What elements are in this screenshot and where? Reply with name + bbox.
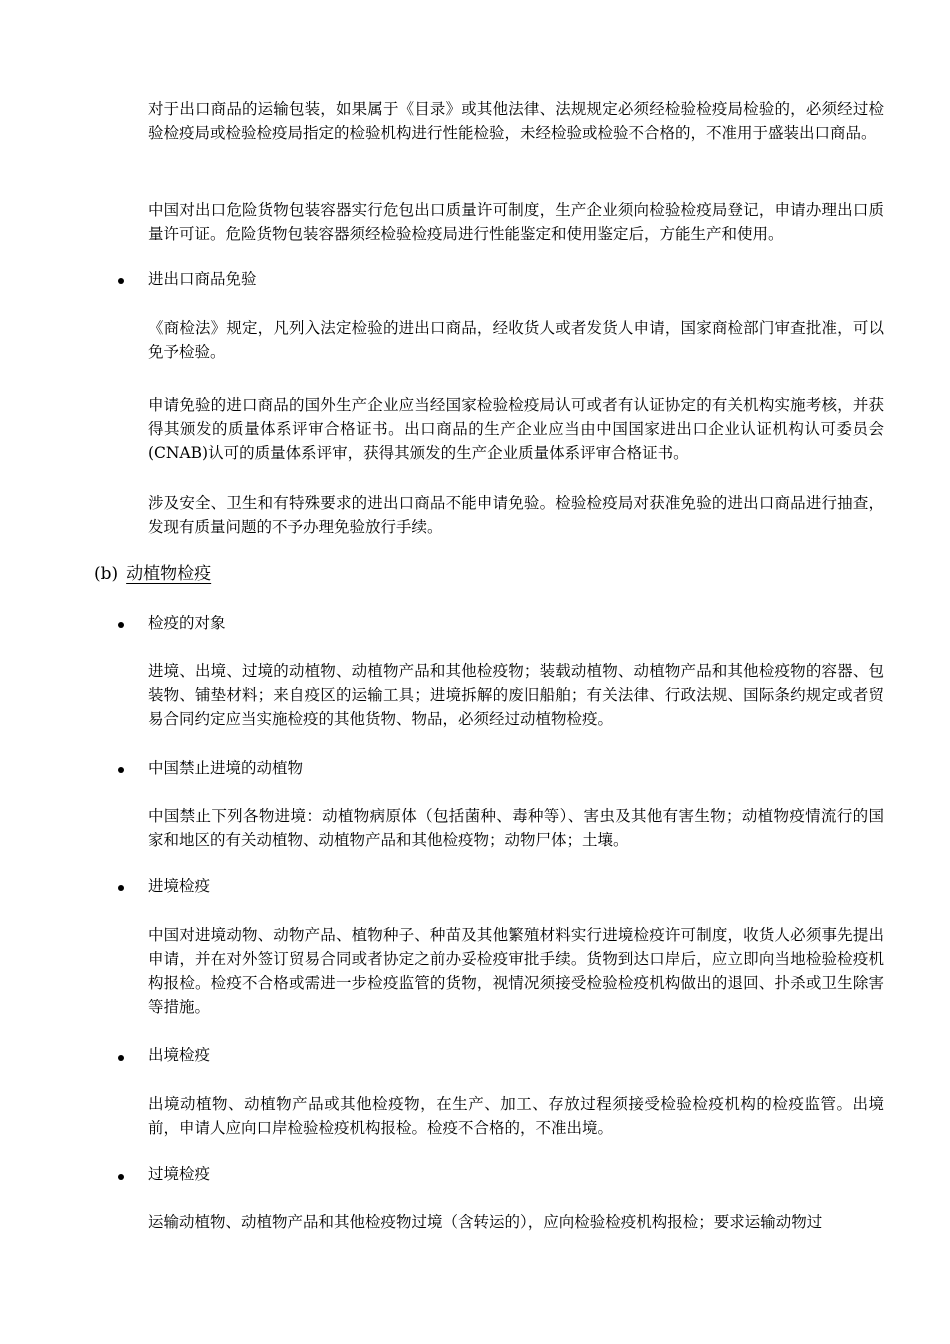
- bullet-heading: 出境检疫: [148, 1046, 211, 1064]
- bullet-heading: 中国禁止进境的动植物: [148, 759, 304, 777]
- section-label: (b): [94, 564, 119, 584]
- bullet-dot: [118, 1055, 124, 1061]
- paragraph: 运输动植物、动植物产品和其他检疫物过境（含转运的），应向检验检疫机构报检；要求运输动物过: [148, 1213, 823, 1231]
- bullet-heading: 过境检疫: [148, 1165, 211, 1183]
- bullet-dot: [118, 767, 124, 773]
- paragraph: 《商检法》规定，凡列入法定检验的进出口商品，经收货人或者发货人申请，国家商检部门审查批准，可以免予检验。: [148, 319, 884, 361]
- paragraph: 中国禁止下列各物进境：动植物病原体（包括菌种、毒种等）、害虫及其他有害生物；动植物疫情流行的国家和地区的有关动植物、动植物产品和其他检疫物；动物尸体；土壤。: [148, 807, 884, 849]
- bullet-heading: 进出口商品免验: [148, 270, 257, 288]
- bullet-heading: 检疫的对象: [148, 614, 226, 632]
- section-heading: [94, 562, 211, 586]
- section-title: 动植物检疫: [126, 564, 212, 584]
- bullet-heading: 进境检疫: [148, 877, 211, 895]
- bullet-dot: [118, 1174, 124, 1180]
- bullet-dot: [118, 622, 124, 628]
- paragraph: 中国对进境动物、动物产品、植物种子、种苗及其他繁殖材料实行进境检疫许可制度，收货人必须事先提出申请，并在对外签订贸易合同或者协定之前办妥检疫审批手续。货物到达口岸后，应立即向当地检验检疫机构报检。检疫不合格或需进一步检疫监管的货物，视情况须接受检验检疫机构做出的退回、扑杀或卫生除害等措施。: [148, 926, 884, 1016]
- paragraph: 对于出口商品的运输包装，如果属于《目录》或其他法律、法规规定必须经检验检疫局检验的，必须经过检验检疫局或检验检疫局指定的检验机构进行性能检验，未经检验或检验不合格的，不准用于盛装出口商品。: [148, 100, 884, 142]
- paragraph: 申请免验的进口商品的国外生产企业应当经国家检验检疫局认可或者有认证协定的有关机构实施考核，并获得其颁发的质量体系评审合格证书。出口商品的生产企业应当由中国国家进出口企业认证机构认可委员会(CNAB)认可的质量体系评审，获得其颁发的生产企业质量体系评审合格证书。: [148, 396, 884, 462]
- bullet-dot: [118, 885, 124, 891]
- paragraph: 进境、出境、过境的动植物、动植物产品和其他检疫物；装载动植物、动植物产品和其他检疫物的容器、包装物、铺垫材料；来自疫区的运输工具；进境拆解的废旧船舶；有关法律、行政法规、国际条约规定或者贸易合同约定应当实施检疫的其他货物、物品，必须经过动植物检疫。: [148, 662, 884, 728]
- bullet-dot: [118, 278, 124, 284]
- paragraph: 涉及安全、卫生和有特殊要求的进出口商品不能申请免验。检验检疫局对获准免验的进出口商品进行抽查，发现有质量问题的不予办理免验放行手续。: [148, 494, 884, 536]
- paragraph: 出境动植物、动植物产品或其他检疫物，在生产、加工、存放过程须接受检验检疫机构的检疫监管。出境前，申请人应向口岸检验检疫机构报检。检疫不合格的，不准出境。: [148, 1095, 884, 1137]
- paragraph: 中国对出口危险货物包装容器实行危包出口质量许可制度，生产企业须向检验检疫局登记，申请办理出口质量许可证。危险货物包装容器须经检验检疫局进行性能鉴定和使用鉴定后，方能生产和使用。: [148, 201, 884, 243]
